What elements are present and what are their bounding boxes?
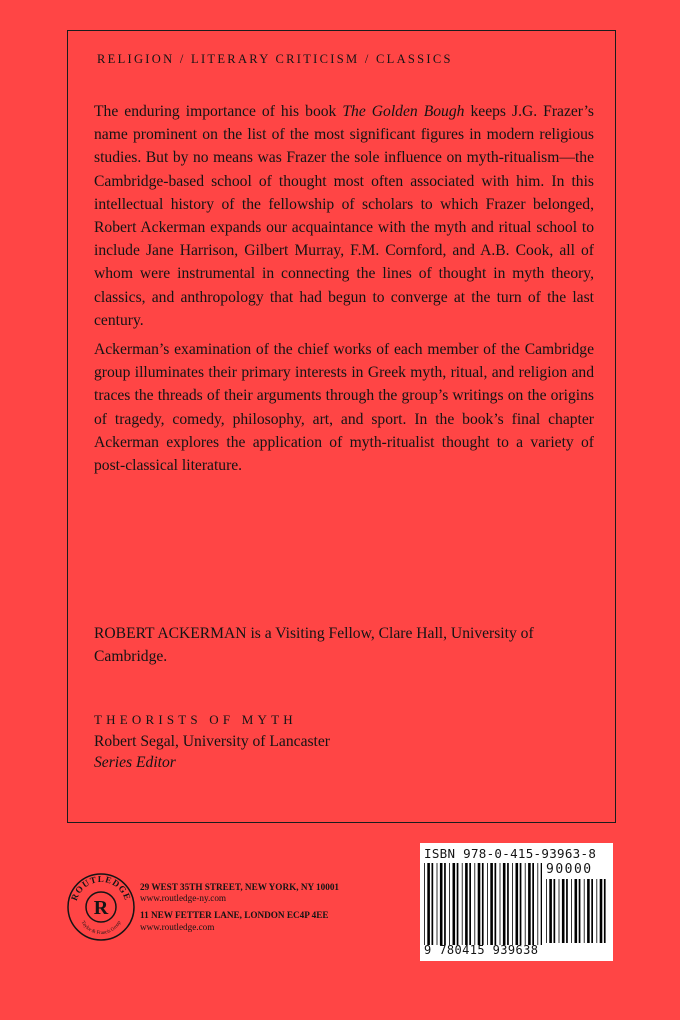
barcode-bar <box>495 863 497 945</box>
blurb-p1-after: keeps J.G. Frazer’s name prominent on the list of the most significant figures in modern religious studies. But by no means was Frazer the sole influence on myth-ritualism—the Cambridge-based school of thought most often associated with him. In this intellectual history of the fellowship of scholars to which Frazer belonged, Robert Ackerman expands our acquaintance with the myth and ritual school to include Jane Harrison, Gilbert Murray, F.M. Cornford, and A.B. Cook, all of whom were instrumental in connecting the lines of thought in myth theory, classics, and anthropology that had begun to converge at the turn of the last century. <box>94 103 594 329</box>
barcode-bar <box>512 863 513 945</box>
barcode-bar <box>487 863 488 945</box>
barcode-bar <box>444 863 446 945</box>
address-uk: 11 NEW FETTER LANE, LONDON EC4P 4EE <box>140 910 329 921</box>
barcode-bar <box>541 863 542 945</box>
barcode-bar <box>532 863 534 945</box>
description-blurb <box>94 100 594 483</box>
barcode-bar <box>591 879 593 943</box>
series-editor-name: Robert Segal, University of Lancaster <box>94 733 331 750</box>
ean-digits: 9 780415 939638 <box>424 943 539 957</box>
barcode-bar <box>559 879 560 943</box>
barcode-bar <box>537 863 538 945</box>
barcode-bar <box>562 879 565 943</box>
series-name: THEORISTS OF MYTH <box>94 712 297 727</box>
routledge-logo <box>66 872 136 942</box>
barcode-bar <box>516 863 519 945</box>
barcode-bar <box>424 863 425 945</box>
barcode-bar <box>584 879 585 943</box>
blurb-p1-before: The enduring importance of his book <box>94 103 343 120</box>
isbn-text: ISBN 978-0-415-93963-8 <box>424 846 597 861</box>
barcode-bar <box>600 879 603 943</box>
blurb-paragraph-1 <box>94 100 594 332</box>
barcode-bar <box>453 863 456 945</box>
book-title-italic: The Golden Bough <box>342 103 465 120</box>
barcode-bar <box>549 879 552 943</box>
price-addon-barcode <box>546 879 608 943</box>
barcode-bar <box>579 879 581 943</box>
barcode-bar <box>571 879 572 943</box>
barcode-bar <box>440 863 443 945</box>
barcode-bar <box>525 863 526 945</box>
barcode-bar <box>604 879 606 943</box>
barcode-bar <box>465 863 468 945</box>
barcode-bar <box>457 863 459 945</box>
barcode-bar <box>427 863 430 945</box>
barcode-bar <box>546 879 547 943</box>
barcode-bar <box>575 879 578 943</box>
subject-categories: RELIGION / LITERARY CRITICISM / CLASSICS <box>97 52 453 66</box>
barcode-bar <box>469 863 471 945</box>
series-editor-block <box>94 731 330 773</box>
barcode-bar <box>587 879 590 943</box>
barcode-bar <box>474 863 475 945</box>
logo-subtext: Taylor & Francis Group <box>79 920 123 937</box>
barcode-bar <box>437 863 438 945</box>
barcode-bar <box>554 879 556 943</box>
series-editor-role: Series Editor <box>94 754 176 771</box>
barcode-bar <box>432 863 434 945</box>
author-bio: ROBERT ACKERMAN is a Visiting Fellow, Clare Hall, University of Cambridge. <box>94 625 534 666</box>
web-us: www.routledge-ny.com <box>140 893 227 904</box>
barcode-bar <box>528 863 531 945</box>
barcode-box <box>420 843 613 961</box>
barcode-bar <box>596 879 597 943</box>
barcode-bar <box>503 863 506 945</box>
blurb-paragraph-2: Ackerman’s examination of the chief works of each member of the Cambridge group illuminates their primary interests in Greek myth, ritual, and religion and traces the threads of their arguments through the group’s writings on the origins of tragedy, comedy, philosophy, art, and sport. In the book’s final chapter Ackerman explores the application of myth-ritualist thought to a variety of post-classical literature. <box>94 341 594 475</box>
address-us: 29 WEST 35TH STREET, NEW YORK, NY 10001 <box>140 882 340 892</box>
barcode-bar <box>462 863 463 945</box>
barcode-bar <box>482 863 484 945</box>
barcode-bar <box>449 863 450 945</box>
publisher-addresses <box>140 882 339 933</box>
logo-letter: R <box>93 897 109 919</box>
barcode-bar <box>490 863 493 945</box>
barcode-bar <box>566 879 568 943</box>
barcode-bar <box>500 863 501 945</box>
price-addon-number: 90000 <box>546 862 593 877</box>
logo-text: ROUTLEDGE <box>68 873 134 902</box>
barcode-bar <box>507 863 509 945</box>
ean-barcode <box>424 863 542 945</box>
web-uk: www.routledge.com <box>140 921 215 932</box>
barcode-bar <box>520 863 522 945</box>
barcode-bar <box>478 863 481 945</box>
